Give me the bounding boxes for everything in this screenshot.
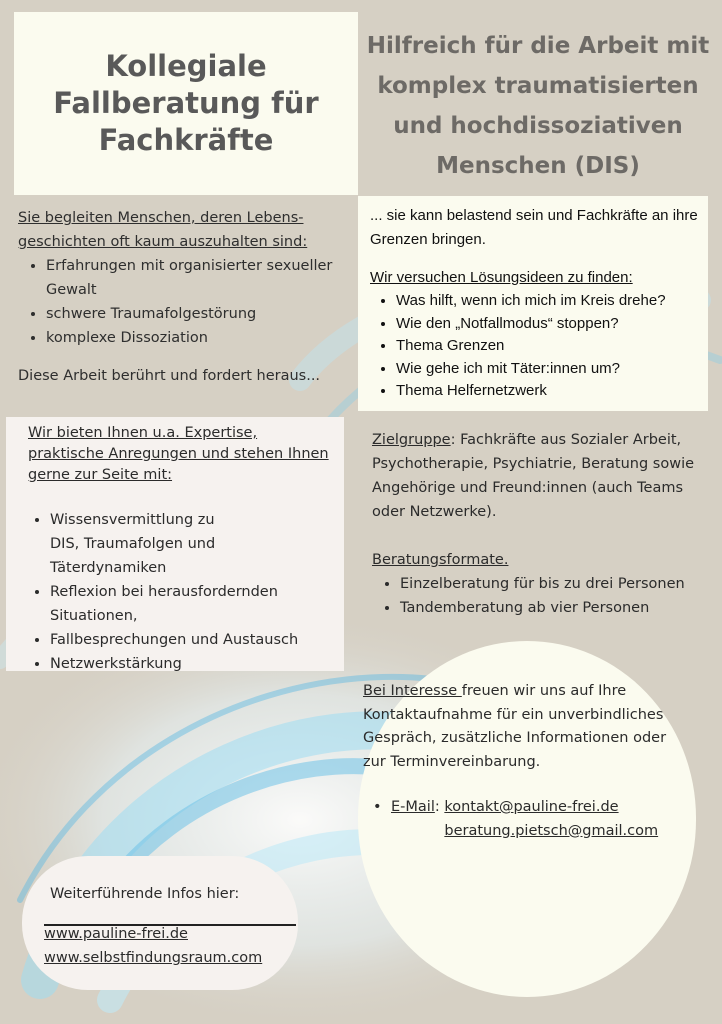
- title-box: [14, 12, 358, 195]
- list-item: • Tandemberatung ab vier Personen: [400, 596, 710, 620]
- list-item: [50, 628, 336, 652]
- headline-line-4: Menschen (DIS): [436, 153, 640, 179]
- email-link[interactable]: beratung.pietsch@gmail.com: [444, 822, 659, 839]
- email-label: E-Mail: [391, 799, 435, 815]
- challenges-box: [358, 196, 708, 411]
- contact-description: freuen wir uns auf Ihre Kontaktaufnahme für ein unverbindliches Gespräch, zusätzliche Informationen oder zur Terminvereinbarung.: [363, 683, 667, 770]
- title-line-2: Fallberatung für: [53, 86, 319, 120]
- email-row: [363, 796, 683, 843]
- website-link[interactable]: www.selbstfindungsraum.com: [44, 950, 263, 966]
- intro-lead-line-1: Sie begleiten Menschen, deren Lebens-: [18, 210, 304, 226]
- offer-item-line: Situationen,: [50, 608, 138, 624]
- list-item: • Wie den „Notfallmodus“ stoppen?: [396, 313, 698, 336]
- challenges-list: [370, 290, 698, 403]
- email-colon: :: [434, 799, 445, 815]
- target-group-label: Zielgruppe: [372, 432, 451, 448]
- list-item: • schwere Traumafolgestörung: [46, 302, 340, 326]
- intro-list: [18, 254, 340, 350]
- bullet-icon: •: [373, 799, 382, 815]
- list-item: [50, 508, 336, 580]
- offer-item-line: • Wissensvermittlung zu: [50, 512, 215, 528]
- interest-label: Bei Interesse: [363, 683, 462, 699]
- challenges-lead: Wir versuchen Lösungsideen zu finden:: [370, 269, 633, 286]
- list-item: • komplexe Dissoziation: [46, 326, 340, 350]
- offer-list: [28, 508, 336, 676]
- headline-line-1: Hilfreich für die Arbeit mit: [366, 33, 710, 59]
- list-item: • Wie gehe ich mit Täter:innen um?: [396, 358, 698, 381]
- offer-item-line: • Netzwerkstärkung: [50, 656, 182, 672]
- list-item: [50, 652, 336, 676]
- website-link[interactable]: www.pauline-frei.de: [44, 926, 188, 942]
- formats-title: Beratungsformate.: [372, 552, 509, 568]
- intro-section: [18, 206, 340, 388]
- page-title: [53, 48, 318, 159]
- title-line-1: Kollegiale: [105, 49, 267, 83]
- intro-lead: [18, 206, 340, 254]
- target-group-description: : Fachkräfte aus Sozialer Arbeit, Psychotherapie, Psychiatrie, Beratung sowie Angehörige und Freund:innen (auch Teams oder Netzwerke).: [372, 432, 695, 520]
- list-item: • Thema Grenzen: [396, 335, 698, 358]
- further-info-intro: Weiterführende Infos hier:: [50, 886, 240, 902]
- email-link[interactable]: kontakt@pauline-frei.de: [444, 799, 619, 815]
- intro-lead-line-2: geschichten oft kaum auszuhalten sind:: [18, 234, 308, 250]
- contact-text: [363, 680, 683, 774]
- intro-closing: Diese Arbeit berührt und fordert heraus...: [18, 368, 321, 384]
- challenges-text: ... sie kann belastend sein und Fachkräfte an ihre Grenzen bringen.: [370, 207, 698, 248]
- list-item: [50, 580, 336, 628]
- headline: [360, 26, 716, 186]
- contact-section: [363, 680, 683, 843]
- headline-line-2: komplex traumatisierten: [377, 73, 699, 99]
- offer-item-line: • Reflexion bei herausfordernden: [50, 584, 278, 600]
- list-item: • Einzelberatung für bis zu drei Personen: [400, 572, 710, 596]
- list-item: • Erfahrungen mit organisierter sexueller Gewalt: [46, 254, 340, 302]
- offer-lead: Wir bieten Ihnen u.a. Expertise, praktische Anregungen und stehen Ihnen gerne zur Seite mit:: [28, 425, 329, 483]
- target-group-text: [372, 428, 710, 524]
- headline-line-3: und hochdissoziativen: [393, 113, 683, 139]
- offer-item-line: • Fallbesprechungen und Austausch: [50, 632, 299, 648]
- further-info-box: [22, 856, 298, 990]
- email-list: [444, 796, 658, 843]
- title-line-3: Fachkräfte: [98, 123, 274, 157]
- offer-item-line: DIS, Traumafolgen und Täterdynamiken: [50, 536, 216, 576]
- formats-list: [372, 572, 710, 620]
- list-item: • Thema Helfernetzwerk: [396, 380, 698, 403]
- target-group-section: [372, 428, 710, 620]
- offer-box: [6, 417, 344, 671]
- list-item: • Was hilft, wenn ich mich im Kreis drehe?: [396, 290, 698, 313]
